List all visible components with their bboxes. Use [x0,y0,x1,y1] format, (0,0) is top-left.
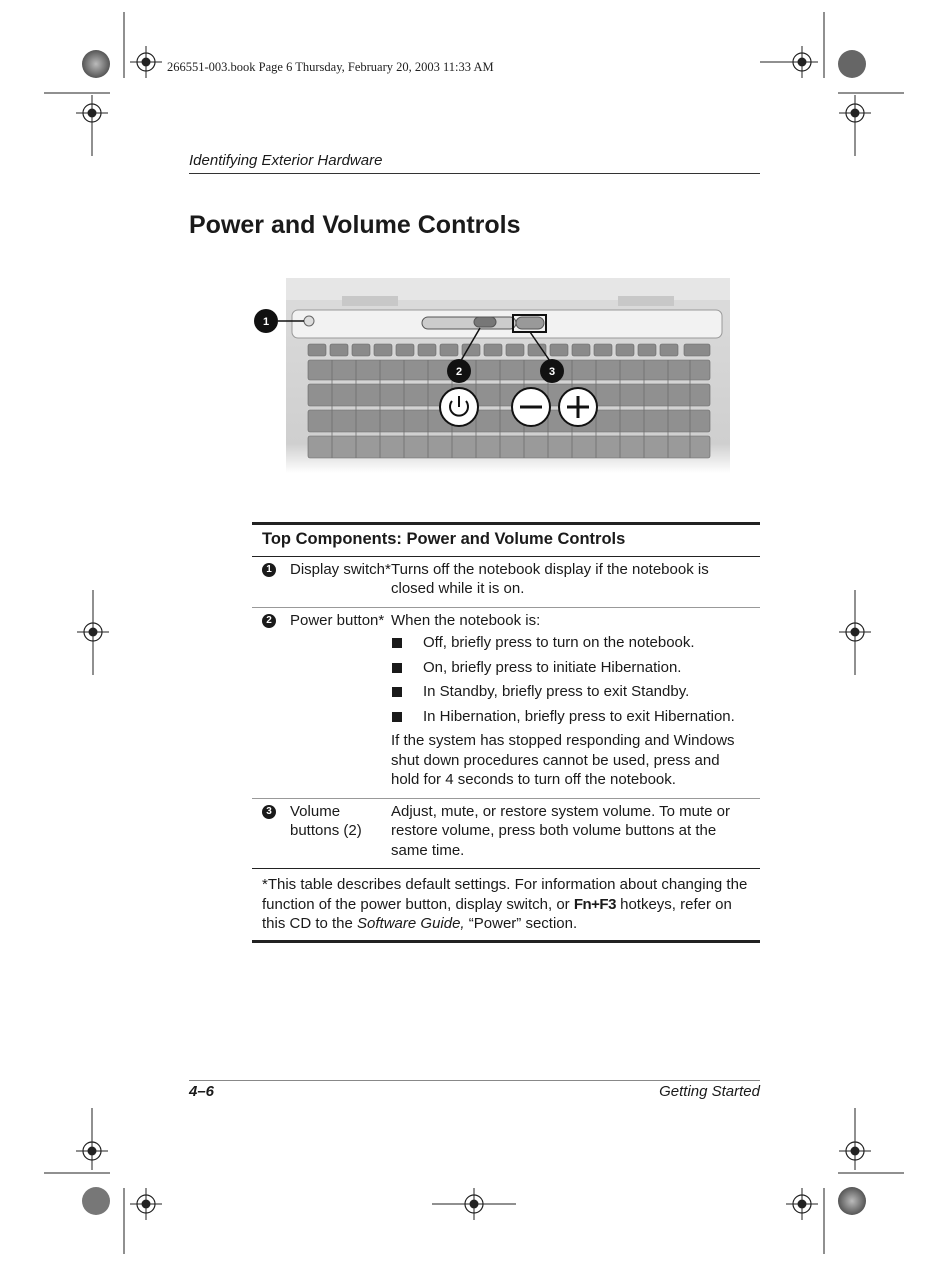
table-row [252,799,760,870]
footer-rule [189,1080,760,1081]
description-note: If the system has stopped responding and Windows shut down procedures cannot be used, press and hold for 4 seconds to turn off the notebook. [391,732,735,788]
component-description [391,611,760,790]
book-title: Getting Started [659,1083,760,1100]
callout-1 [254,309,278,333]
page-title: Power and Volume Controls [189,211,521,239]
callout-number: 2 [262,614,276,628]
book-slug-line: 266551-003.book Page 6 Thursday, February 20, 2003 11:33 AM [167,60,494,74]
table-row [252,557,760,608]
callout-3 [540,359,564,383]
components-table [252,522,760,943]
list-item: In Hibernation, briefly press to exit Hibernation. [391,707,752,727]
list-item: Off, briefly press to turn on the notebook. [391,633,752,653]
guide-title: Software Guide, [357,915,465,932]
svg-text:1: 1 [262,316,270,328]
table-caption: Top Components: Power and Volume Controls [252,525,760,557]
list-item: In Standby, briefly press to exit Standby. [391,682,752,702]
display-switch [304,316,314,326]
running-head: Identifying Exterior Hardware [189,152,760,174]
svg-text:2: 2 [455,366,463,378]
power-symbol-icon [440,388,478,426]
table-footnote [252,869,760,940]
callout-number: 1 [262,563,276,577]
hotkey-label: Fn+F3 [573,895,616,913]
table-row [252,608,760,799]
footnote-text: *This table describes default settings. For information about changing the function of the power button, display switch, or [262,876,748,913]
component-name: Volume buttons (2) [290,802,362,839]
page-number: 4–6 [189,1083,215,1100]
volume-up-icon [559,388,597,426]
keyboard-illustration [250,268,740,483]
callout-2 [447,359,471,383]
bullet-list [391,633,752,726]
component-description: Adjust, mute, or restore system volume. To mute or restore volume, press both volume buttons at the same time. [391,802,731,859]
volume-down-icon [512,388,550,426]
svg-text:3: 3 [548,366,556,378]
footnote-text: hotkeys, refer on this CD to the [262,895,732,932]
list-item: On, briefly press to initiate Hibernation. [391,658,752,678]
component-name: Power button* [290,611,385,629]
footnote-text: “Power” section. [464,915,578,932]
component-name: Display switch* [290,560,391,578]
description-intro: When the notebook is: [391,611,541,629]
component-description: Turns off the notebook display if the notebook is closed while it is on. [391,560,709,597]
callout-number: 3 [262,805,276,819]
